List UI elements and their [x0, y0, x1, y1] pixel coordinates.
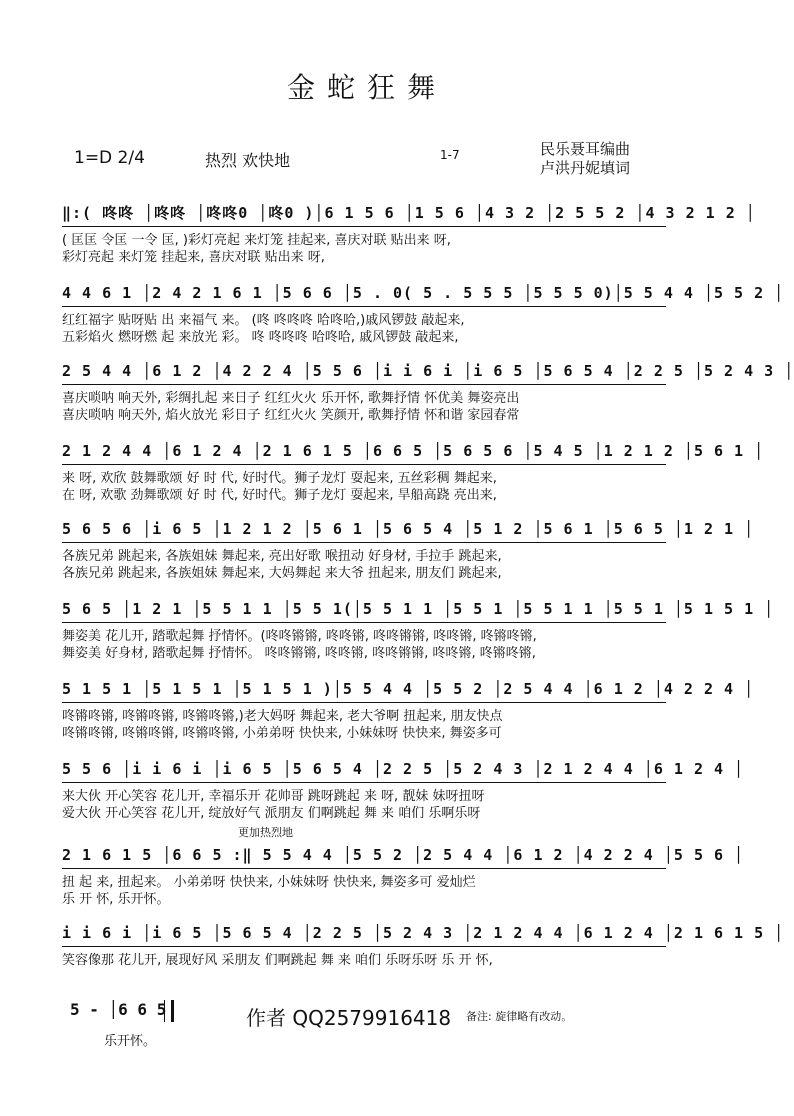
lyric-line-1: 各族兄弟 跳起来, 各族姐妹 舞起来, 亮出好歌 喉扭动 好身材, 手拉手 跳起来, [62, 549, 502, 564]
lyric-line-1: 舞姿美 花儿开, 踏歌起舞 抒情怀。(咚咚锵锵, 咚咚锵, 咚咚锵锵, 咚咚锵, 咚锵咚锵, [62, 629, 537, 644]
notes-line: 2 5 4 4 │6 1 2 │4 2 2 4 │5 5 6 │i i 6 i │i 6 5 │5 6 5 4 │2 2 5 │5 2 4 3 │ [62, 358, 666, 385]
notes-line: 5 1 5 1 │5 1 5 1 │5 1 5 1 )│5 5 4 4 │5 5 2 │2 5 4 4 │6 1 2 │4 2 2 4 │ [62, 676, 666, 703]
lyric-line-2: 五彩焰火 燃呀燃 起 来放光 彩。 咚 咚咚咚 哈咚哈, 戚风锣鼓 敲起来, [62, 330, 459, 345]
lyric-line-2: 在 呀, 欢歌 劲舞歌颂 好 时 代, 好时代。狮子龙灯 耍起来, 旱船高跷 亮出来, [62, 488, 497, 503]
notes-line: 5 6 5 │1 2 1 │5 5 1 1 │5 5 1(│5 5 1 1 │5 5 1 │5 5 1 1 │5 5 1 │5 1 5 1 │ [62, 596, 666, 623]
notes-line: 5 6 5 6 │i 6 5 │1 2 1 2 │5 6 1 │5 6 5 4 │5 1 2 │5 6 1 │5 6 5 │1 2 1 │ [62, 516, 666, 543]
lyric-line-1: 扭 起 来, 扭起来。 小弟弟呀 快快来, 小妹妹呀 快快来, 舞姿多可 爱灿烂 [62, 875, 476, 890]
key-signature: 1=D 2/4 [74, 148, 145, 168]
lyric-line-1: 来 呀, 欢欣 鼓舞歌颂 好 时 代, 好时代。狮子龙灯 耍起来, 五丝彩稠 舞起来, [62, 471, 497, 486]
lyric-line-2: 喜庆唢呐 响天外, 焰火放光 彩日子 红红火火 笑颜开, 歌舞抒情 怀和谐 家园春常 [62, 408, 520, 423]
composer-credit: 民乐聂耳编曲 [540, 140, 631, 158]
footer-note: 备注: 旋律略有改动。 [466, 1010, 573, 1023]
ending-lyric: 乐开怀。 [104, 1034, 157, 1049]
lyricist-credit: 卢洪丹妮填词 [540, 159, 631, 177]
lyric-line-2: 爱大伙 开心笑容 花儿开, 绽放好气 派朋友 们啊跳起 舞 来 咱们 乐啊乐呀 [62, 806, 481, 821]
lyric-line-1: 喜庆唢呐 响天外, 彩绸扎起 来日子 红红火火 乐开怀, 歌舞抒情 怀优美 舞姿亮出 [62, 391, 520, 406]
notes-line: 5 5 6 │i i 6 i │i 6 5 │5 6 5 4 │2 2 5 │5 2 4 3 │2 1 2 4 4 │6 1 2 4 │ [62, 756, 666, 783]
notes-line: 4 4 6 1 │2 4 2 1 6 1 │5 6 6 │5 . 0( 5 . 5 5 5 │5 5 5 0)│5 5 4 4 │5 5 2 │ [62, 280, 666, 307]
lyric-line-1: 红红福字 贴呀贴 出 来福气 来。 (咚 咚咚咚 哈咚哈,)戚风锣鼓 敲起来, [62, 313, 465, 328]
notes-line: 2 1 2 4 4 │6 1 2 4 │2 1 6 1 5 │6 6 5 │5 6 5 6 │5 4 5 │1 2 1 2 │5 6 1 │ [62, 438, 666, 465]
lyric-line-2: 彩灯亮起 来灯笼 挂起来, 喜庆对联 贴出来 呀, [62, 250, 325, 265]
lyric-line-1: 笑容像那 花儿开, 展现好风 采朋友 们啊跳起 舞 来 咱们 乐呀乐呀 乐 开 怀, [62, 953, 493, 968]
notes-line: 2 1 6 1 5 │6 6 5 :‖ 5 5 4 4 │5 5 2 │2 5 4 4 │6 1 2 │4 2 2 4 │5 5 6 │ [62, 842, 666, 869]
ending-notes: 5 - │6 6 5 [70, 1000, 167, 1019]
lyric-line-1: 咚锵咚锵, 咚锵咚锵, 咚锵咚锵,)老大妈呀 舞起来, 老大爷啊 扭起来, 朋友快点 [62, 709, 503, 724]
notes-line: i i 6 i │i 6 5 │5 6 5 4 │2 2 5 │5 2 4 3 │2 1 2 4 4 │6 1 2 4 │2 1 6 1 5 │ [62, 920, 666, 947]
song-title: 金蛇狂舞 [286, 71, 447, 104]
lyric-line-2: 咚锵咚锵, 咚锵咚锵, 咚锵咚锵, 小弟弟呀 快快来, 小妹妹呀 快快来, 舞姿多可 [62, 726, 502, 741]
expression-marking: 更加热烈地 [238, 826, 293, 839]
tempo-marking: 热烈 欢快地 [205, 151, 291, 170]
lyric-line-1: 来大伙 开心笑容 花儿开, 幸福乐开 花帅哥 跳呀跳起 来 呀, 靓妹 妹呀扭呀 [62, 789, 485, 804]
reference-mark: 1-7 [440, 148, 460, 162]
lyric-line-2: 各族兄弟 跳起来, 各族姐妹 舞起来, 大妈舞起 来大爷 扭起来, 朋友们 跳起来, [62, 566, 502, 581]
author-contact: 作者 QQ2579916418 [246, 1006, 452, 1030]
lyric-line-1: ( 匡匡 令匡 一令 匡, )彩灯亮起 来灯笼 挂起来, 喜庆对联 贴出来 呀, [62, 233, 451, 248]
lyric-line-2: 乐 开 怀, 乐开怀。 [62, 892, 170, 907]
notes-line: ‖:( 咚咚 │咚咚 │咚咚0 │咚0 )│6 1 5 6 │1 5 6 │4 3 2 │2 5 5 2 │4 3 2 1 2 │ [62, 200, 666, 227]
lyric-line-2: 舞姿美 好身材, 踏歌起舞 抒情怀。 咚咚锵锵, 咚咚锵, 咚咚锵锵, 咚咚锵, 咚锵咚锵, [62, 646, 536, 661]
final-barline [164, 1000, 174, 1022]
